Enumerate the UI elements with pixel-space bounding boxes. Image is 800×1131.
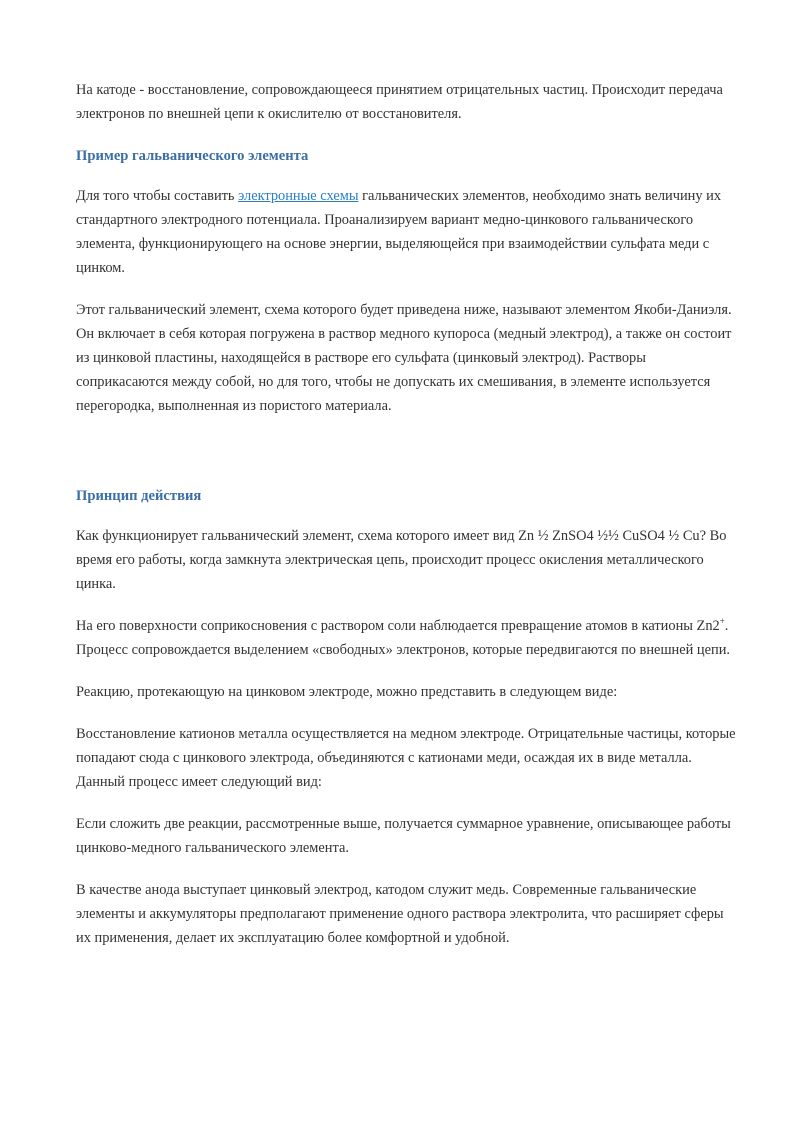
paragraph-jacobi-daniell: Этот гальванический элемент, схема которого будет приведена ниже, называют элементом Якоби-Даниэля. Он включает в себя которая погружена в раствор медного купороса (медный электрод), а также он состоит из цинковой пластины, находящейся в растворе его сульфата (цинковый электрод). Растворы соприкасаются между собой, но для того, чтобы не допускать их смешивания, в элементе используется перегородка, выполненная из пористого материала. [76, 302, 732, 414]
paragraph-zinc-text: На его поверхности соприкосновения с раствором соли наблюдается превращение атомов в катионы Zn2 [76, 618, 720, 634]
article-body [76, 78, 736, 968]
paragraph-anode-cathode: В качестве анода выступает цинковый электрод, катодом служит медь. Современные гальванические элементы и аккумуляторы предполагают применение одного раствора электролита, что расширяет сферы их применения, делает их эксплуатацию более комфортной и удобной. [76, 882, 724, 946]
paragraph-zinc-reaction: Реакцию, протекающую на цинковом электроде, можно представить в следующем виде: [76, 684, 618, 700]
charge-superscript: + [719, 616, 725, 627]
heading-principle: Принцип действия [76, 488, 202, 504]
electronic-schemes-link[interactable]: электронные схемы [238, 188, 359, 204]
paragraph-text-before-link: Для того чтобы составить [76, 188, 239, 204]
paragraph-example-intro [76, 184, 736, 280]
paragraph-text-after-link: гальванических элементов, необходимо знать величину их стандартного электродного потенциала. Проанализируем вариант медно-цинкового гальванического элемента, функционирующего на основе энергии, выделяющейся при взаимодействии сульфата меди с цинком. [76, 188, 722, 276]
paragraph-cathode: На катоде - восстановление, сопровождающееся принятием отрицательных частиц. Происходит передача электронов по внешней цепи к окислителю от восстановителя. [76, 82, 723, 122]
heading-example: Пример гальванического элемента [76, 148, 309, 164]
paragraph-summary-equation: Если сложить две реакции, рассмотренные выше, получается суммарное уравнение, описывающее работы цинково-медного гальванического элемента. [76, 816, 731, 856]
paragraph-principle-intro: Как функционирует гальванический элемент, схема которого имеет вид Zn ½ ZnSO4 ½½ CuSO4 ½ Cu? Во время его работы, когда замкнута электрическая цепь, происходит процесс окисления металлического цинка. [76, 528, 727, 592]
section-spacer [76, 436, 736, 484]
paragraph-copper-reduction: Восстановление катионов металла осуществляется на медном электроде. Отрицательные частицы, которые попадают сюда с цинкового электрода, объединяются с катионами меди, осаждая их в виде металла. Данный процесс имеет следующий вид: [76, 726, 736, 790]
paragraph-zinc-cations [76, 614, 736, 662]
paragraph-zinc-after: . Процесс сопровождается выделением «свободных» электронов, которые передвигаются по внешней цепи. [76, 618, 730, 658]
